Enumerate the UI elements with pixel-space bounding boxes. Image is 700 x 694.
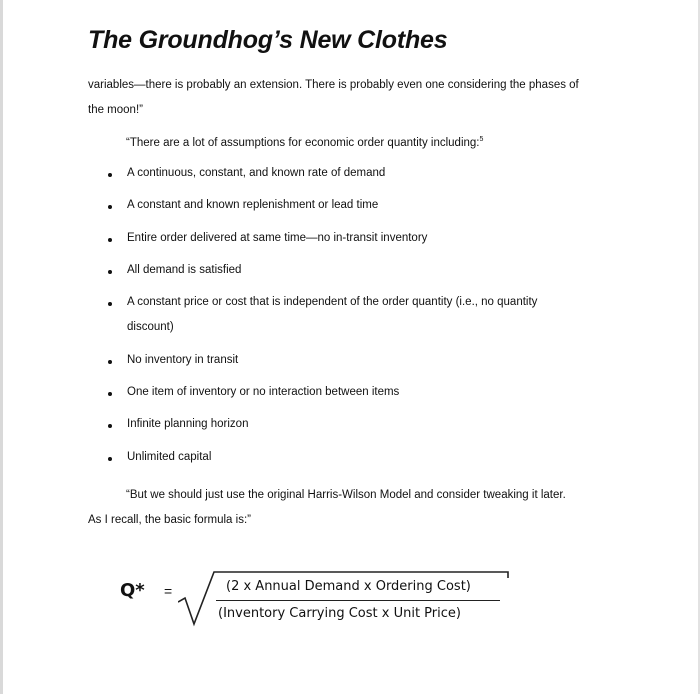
fraction-bar [216, 600, 500, 601]
list-item-text: Infinite planning horizon [127, 418, 249, 430]
list-item-text: Entire order delivered at same time—no in-transit inventory [127, 232, 428, 244]
formula-equals: = [164, 583, 173, 599]
bullet-dot [108, 270, 112, 274]
list-item-continuation: discount) [127, 321, 174, 333]
list-item-text: All demand is satisfied [127, 264, 242, 276]
bullet-dot [108, 238, 112, 242]
intro-line-2: the moon!” [88, 104, 143, 116]
bullet-dot [108, 205, 112, 209]
bullet-dot [108, 302, 112, 306]
list-item-text: One item of inventory or no interaction between items [127, 386, 400, 398]
intro-line-1: variables—there is probably an extension. There is probably even one considering the phases of [88, 79, 579, 91]
formula-numerator: (2 x Annual Demand x Ordering Cost) [226, 579, 471, 594]
closing-line-1: “But we should just use the original Harris-Wilson Model and consider tweaking it later. [126, 489, 566, 501]
bullet-dot [108, 424, 112, 428]
quote-intro [126, 136, 483, 149]
eoq-formula [120, 564, 520, 634]
page-title: The Groundhog’s New Clothes [88, 26, 448, 54]
list-item-text: Unlimited capital [127, 451, 212, 463]
formula-lhs: Q* [120, 580, 145, 601]
bullet-dot [108, 392, 112, 396]
closing-line-2: As I recall, the basic formula is:” [88, 514, 251, 526]
quote-intro-text: “There are a lot of assumptions for economic order quantity including: [126, 136, 480, 149]
list-item-text: No inventory in transit [127, 354, 239, 366]
bullet-dot [108, 173, 112, 177]
formula-denominator: (Inventory Carrying Cost x Unit Price) [218, 606, 461, 621]
bullet-dot [108, 360, 112, 364]
list-item-text: A constant price or cost that is independent of the order quantity (i.e., no quantity [127, 296, 538, 308]
list-item-text: A continuous, constant, and known rate of demand [127, 167, 386, 179]
list-item-text: A constant and known replenishment or lead time [127, 199, 379, 211]
bullet-dot [108, 457, 112, 461]
footnote-marker: 5 [479, 136, 484, 143]
